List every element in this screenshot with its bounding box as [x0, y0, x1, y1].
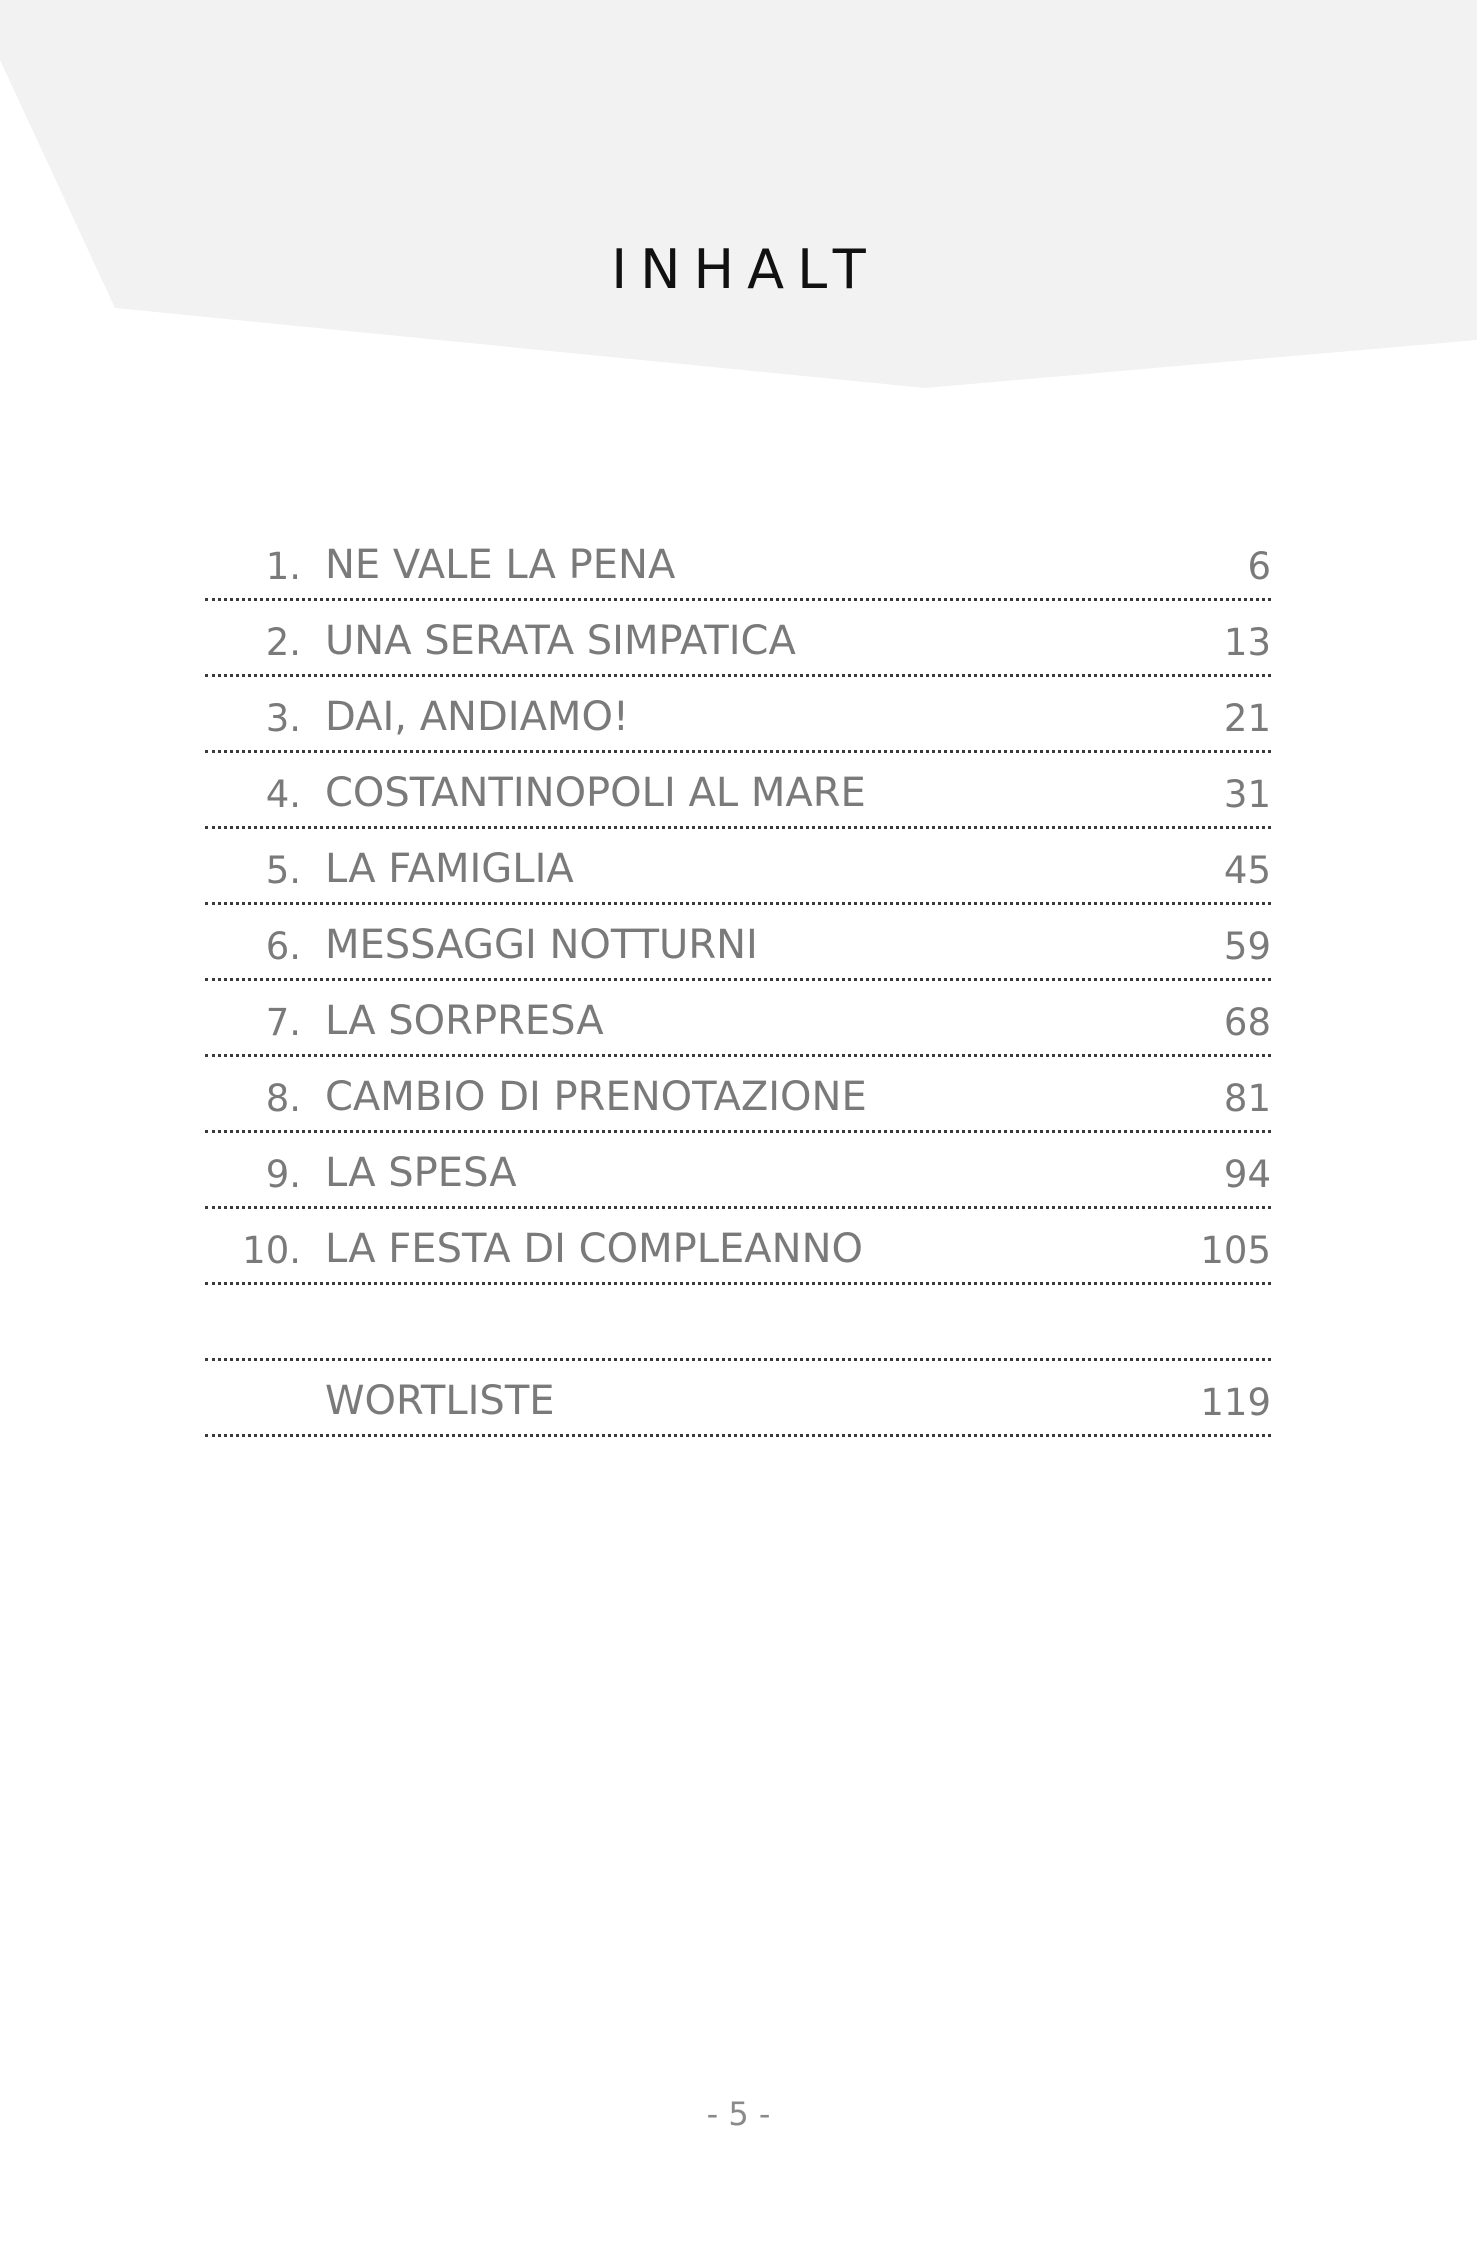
- toc-entry-page: 13: [1223, 621, 1271, 664]
- page-number: - 5 -: [706, 2095, 771, 2133]
- toc-entry[interactable]: [205, 1133, 1271, 1209]
- toc-entry-page: 31: [1223, 773, 1271, 816]
- toc-entry[interactable]: [205, 981, 1271, 1057]
- toc-entry-appendix[interactable]: [205, 1361, 1271, 1437]
- toc-entry[interactable]: [205, 753, 1271, 829]
- toc-entry[interactable]: [205, 905, 1271, 981]
- toc-entry[interactable]: [205, 829, 1271, 905]
- toc-entry-page: 119: [1200, 1381, 1271, 1424]
- toc-entry-number: 9.: [265, 1153, 301, 1196]
- toc-entry-title: DAI, ANDIAMO!: [325, 694, 629, 740]
- toc-entry-title: LA SPESA: [325, 1150, 517, 1196]
- toc-entry-title: COSTANTINOPOLI AL MARE: [325, 770, 866, 816]
- toc-entry-number: 10.: [242, 1229, 301, 1272]
- page-title: INHALT: [611, 238, 879, 301]
- toc-entry-title: WORTLISTE: [325, 1378, 555, 1424]
- toc-entry-page: 105: [1200, 1229, 1271, 1272]
- toc-spacer-rule: [205, 1285, 1271, 1361]
- table-of-contents: [205, 525, 1271, 1437]
- toc-entry-page: 68: [1223, 1001, 1271, 1044]
- toc-entry-number: 1.: [265, 545, 301, 588]
- toc-entry-page: 45: [1223, 849, 1271, 892]
- toc-entry[interactable]: [205, 677, 1271, 753]
- toc-entry-title: LA FAMIGLIA: [325, 846, 574, 892]
- toc-entry-title: LA FESTA DI COMPLEANNO: [325, 1226, 863, 1272]
- toc-entry-number: 8.: [265, 1077, 301, 1120]
- toc-entry-title: LA SORPRESA: [325, 998, 604, 1044]
- toc-entry-number: 2.: [265, 621, 301, 664]
- toc-entry-number: 3.: [265, 697, 301, 740]
- toc-entry-number: 5.: [265, 849, 301, 892]
- toc-entry-page: 59: [1223, 925, 1271, 968]
- toc-entry-title: NE VALE LA PENA: [325, 542, 676, 588]
- header-background-shape: [0, 0, 1477, 400]
- toc-entry-page: 94: [1223, 1153, 1271, 1196]
- toc-entry[interactable]: [205, 525, 1271, 601]
- toc-entry-page: 21: [1223, 697, 1271, 740]
- toc-entry-number: 4.: [265, 773, 301, 816]
- toc-entry-title: CAMBIO DI PRENOTAZIONE: [325, 1074, 867, 1120]
- toc-entry-number: 7.: [265, 1001, 301, 1044]
- toc-entry[interactable]: [205, 1209, 1271, 1285]
- toc-entry-page: 81: [1223, 1077, 1271, 1120]
- toc-entry-title: MESSAGGI NOTTURNI: [325, 922, 758, 968]
- toc-entry[interactable]: [205, 1057, 1271, 1133]
- toc-entry-title: UNA SERATA SIMPATICA: [325, 618, 796, 664]
- toc-entry-page: 6: [1247, 545, 1271, 588]
- toc-entry[interactable]: [205, 601, 1271, 677]
- toc-entry-number: 6.: [265, 925, 301, 968]
